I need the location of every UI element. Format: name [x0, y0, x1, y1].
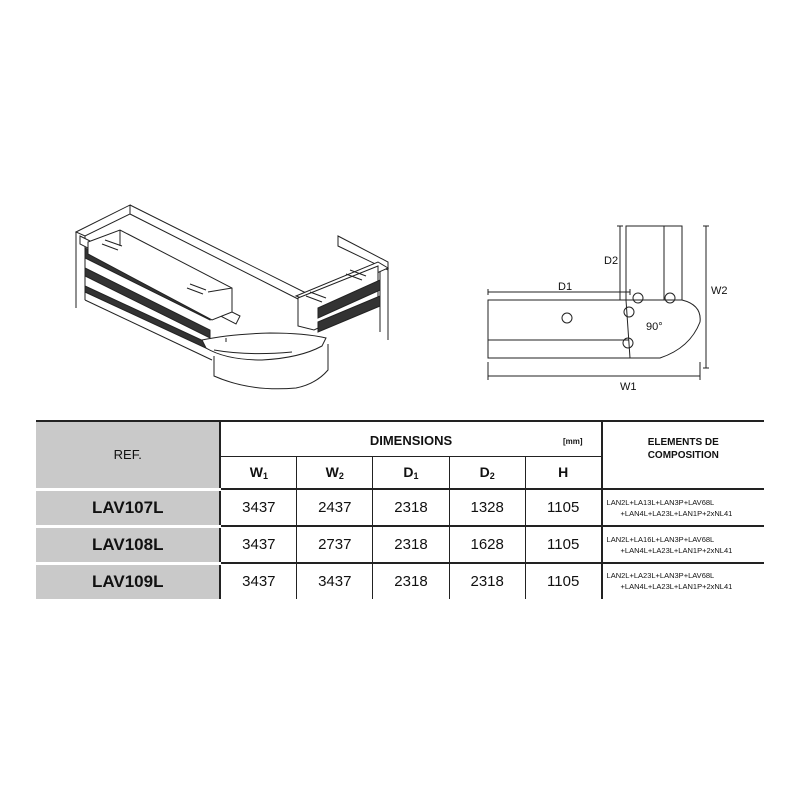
cell-w2: 2437 — [297, 489, 373, 526]
label-angle: 90° — [646, 321, 663, 333]
ref-header: REF. — [36, 421, 220, 489]
cell-w2: 2737 — [297, 526, 373, 563]
dimensions-header — [220, 421, 601, 457]
elements-header — [602, 421, 764, 489]
table-row — [36, 489, 764, 526]
label-d1: D1 — [558, 281, 573, 293]
desk-plan-view — [488, 226, 709, 380]
col-h: H — [525, 457, 601, 490]
cell-w1: 3437 — [220, 526, 296, 563]
cell-h: 1105 — [525, 489, 601, 526]
cell-d2: 2318 — [449, 563, 525, 599]
row-ref: LAV108L — [36, 526, 220, 563]
dimensions-table — [36, 420, 764, 599]
label-d2: D2 — [604, 255, 619, 267]
unit-label: [mm] — [562, 437, 583, 446]
row-ref: LAV107L — [36, 489, 220, 526]
label-w2: W2 — [711, 285, 728, 297]
cell-w1: 3437 — [220, 563, 296, 599]
cell-elements: LAN2L+LA23L+LAN3P+LAV68L +LAN4L+LA23L+LAN1P+2xNL41 — [602, 563, 764, 599]
elements-header-line2: COMPOSITION — [647, 450, 719, 461]
col-d1: $D_1$ — [373, 457, 449, 490]
cell-h: 1105 — [525, 526, 601, 563]
cell-h: 1105 — [525, 563, 601, 599]
col-w1: $W_1$ — [220, 457, 296, 490]
row-ref: LAV109L — [36, 563, 220, 599]
cell-w2: 3437 — [297, 563, 373, 599]
cell-elements: LAN2L+LA13L+LAN3P+LAV68L +LAN4L+LA23L+LAN1P+2xNL41 — [602, 489, 764, 526]
cell-elements: LAN2L+LA16L+LAN3P+LAV68L +LAN4L+LA23L+LAN1P+2xNL41 — [602, 526, 764, 563]
cell-d1: 2318 — [373, 563, 449, 599]
elements-header-line1: ELEMENTS DE — [647, 437, 719, 448]
col-w2: $W_2$ — [297, 457, 373, 490]
cell-d2: 1328 — [449, 489, 525, 526]
label-w1: W1 — [620, 381, 637, 393]
table-top-rule — [36, 420, 764, 422]
cell-d1: 2318 — [373, 489, 449, 526]
cell-d2: 1628 — [449, 526, 525, 563]
cell-d1: 2318 — [373, 526, 449, 563]
col-d2: $D_2$ — [449, 457, 525, 490]
dimensions-title: DIMENSIONS — [369, 433, 453, 448]
table-row — [36, 526, 764, 563]
desk-perspective-drawing — [76, 205, 388, 389]
cell-w1: 3437 — [220, 489, 296, 526]
table-row — [36, 563, 764, 599]
